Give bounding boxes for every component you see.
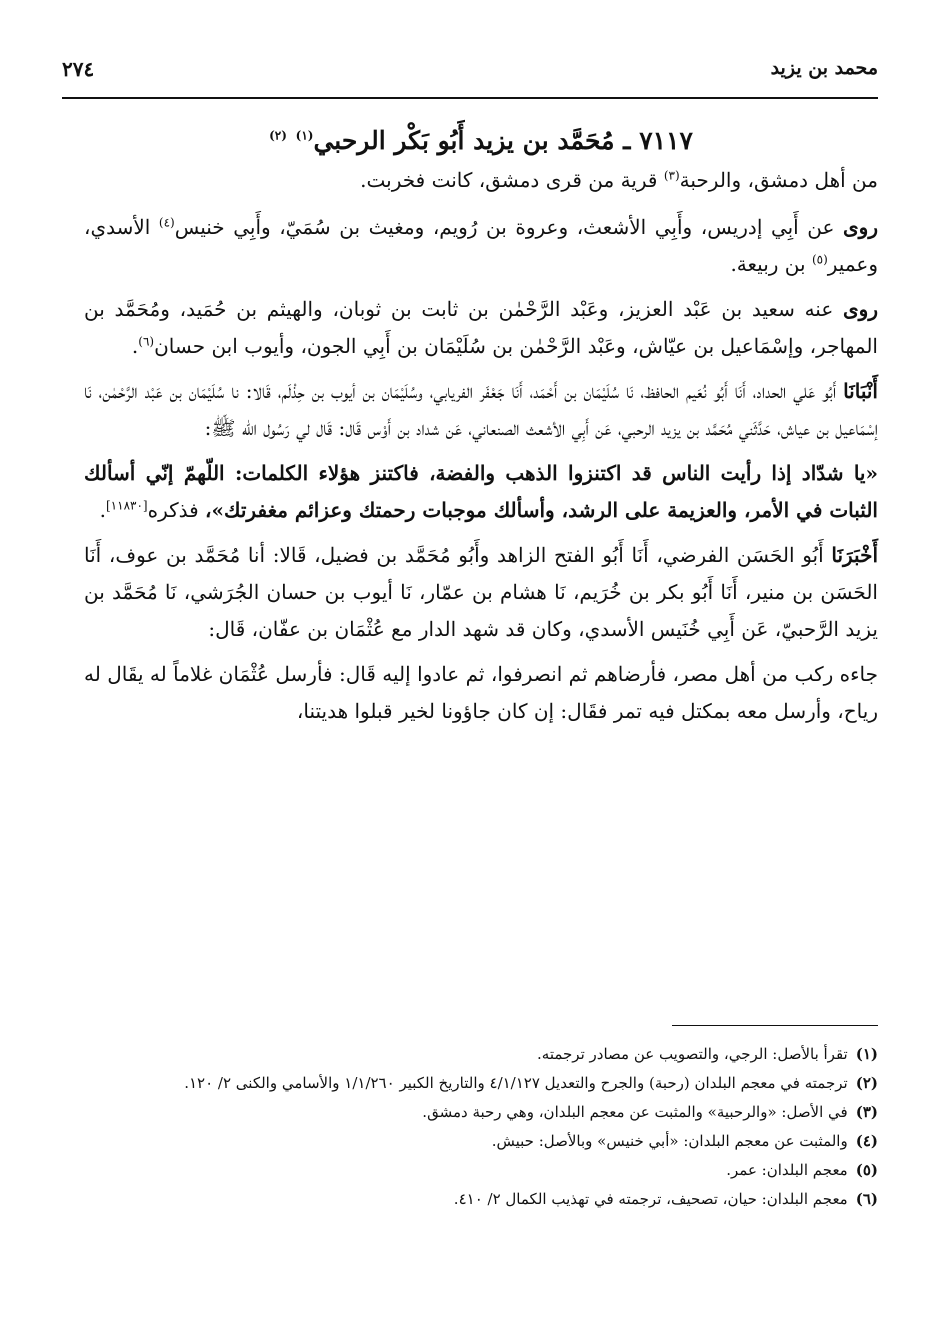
footnote-ref: (٦): [138, 334, 155, 349]
paragraph: أَخْبَرَنَا أَبُو الحَسَن الفرضي، أَنَا أَبُو الفتح الزاهد وأَبُو مُحَمَّد بن فضيل، قَالا: أنا مُحَمَّد بن عوف، أَنَا الحَسَن بن منير، أَنَا أَبُو بكر بن خُرَيم، نَا هشام بن عمّار، نَا أيوب بن حسان الجُرَشي، نَا مُحَمَّد بن يزيد الرَّحبيّ، عَن أَبِي خُنَيس الأسدي، وكان قد شهد الدار مع عُثْمَان بن عفّان، قَال:: [84, 543, 878, 641]
page-number: ٢٧٤: [62, 57, 95, 81]
footnote: [84, 1098, 878, 1127]
footnote-number: (٤): [855, 1132, 878, 1150]
footnote-number: (٦): [855, 1190, 878, 1208]
entry-title: ٧١١٧ ـ مُحَمَّد بن يزيد أَبُو بَكْر الرحبي$^{(١)}$ $^{(٢)}$: [269, 126, 693, 155]
footnote: [84, 1127, 878, 1156]
paragraph-keyword: روى: [843, 215, 878, 239]
entry-name: مُحَمَّد بن يزيد أَبُو بَكْر الرحبي: [313, 126, 615, 155]
footnote-ref: (٥): [811, 252, 828, 267]
paragraph-keyword: أَخْبَرَنَا: [831, 543, 878, 567]
hadith-paragraph: «يا شدّاد إذا رأيت الناس قد اكتنزوا الذهب والفضة، فاكتنز هؤلاء الكلمات: اللّهمّ إنّي أسألك الثبات في الأمر، والعزيمة على الرشد، وأسألك موجبات رحمتك وعزائم مغفرتك»، فذكره[١١٨٣٠].: [84, 461, 878, 522]
header-divider: [62, 97, 878, 99]
main-text: [84, 120, 878, 738]
footnote: [84, 1156, 878, 1185]
footnote-text: معجم البلدان: حيان، تصحيف، ترجمته في تهذيب الكمال ٢/ ٤١٠.: [453, 1190, 848, 1208]
running-header-title: محمد بن يزيد: [770, 57, 878, 79]
paragraph: روى عنه سعيد بن عَبْد العزيز، وعَبْد الرَّحْمٰن بن ثابت بن ثوبان، والهيثم بن حُمَيد، ومُحَمَّد بن المهاجر، وإسْمَاعيل بن عيّاش، وعَبْد الرَّحْمٰن بن سُلَيْمَان بن أَبِي الجون، وأيوب ابن حسان$^{(٦)}$.: [84, 297, 878, 358]
footnote-text: معجم البلدان: عمر.: [726, 1161, 848, 1179]
footnote-text: في الأصل: «والرحبية» والمثبت عن معجم البلدان، وهي رحبة دمشق.: [422, 1103, 848, 1121]
footnote-text: والمثبت عن معجم البلدان: «أبي خنيس» وبالأصل: حبيش.: [491, 1132, 848, 1150]
paragraph: أَنْبَانَا أَبُو عَلي الحداد، أَنَا أَبُو نُعَيم الحافظ، نَا سُلَيْمَان بن أَحْمَد، أَنَا جَعْفَر الفريابي، وسُلَيْمَان بن أيوب بن حِذْلَم، قَالا: نا سُلَيْمَان بن عَبْد الرَّحْمٰن، نَا إسْمَاعيل بن عياش، حَدَّثَني مُحَمَّد بن يزيد الرحبي، عَن أَبِي الأشعث الصنعاني، عَن شداد بن أَوْس قَال: قَال لي رَسُول الله ﷺ:: [84, 379, 878, 440]
footnote-ref: (٢): [269, 128, 287, 143]
paragraph: روى عن أَبِي إدريس، وأَبِي الأشعث، وعروة بن رُويم، ومغيث بن سُمَيّ، وأَبِي خنيس$^{(٤)}$ الأسدي، وعمير$^{(٥)}$ بن ربيعة.: [84, 215, 878, 276]
footnote: [84, 1185, 878, 1214]
paragraph: جاءه ركب من أهل مصر، فأرضاهم ثم انصرفوا، ثم عادوا إليه قَال: فأرسل عُثْمَان غلاماً له يقَال له رياح، وأرسل معه بمكتل فيه تمر فقَال: إن كان جاؤونا لخير قبلوا هديتنا،: [84, 662, 878, 723]
page-header: [62, 55, 878, 89]
footnote-ref: (٣): [663, 168, 680, 183]
footnote-text: ترجمته في معجم البلدان (رحبة) والجرح والتعديل ٤/١/١٢٧ والتاريخ الكبير ١/١/٢٦٠ والأسامي والكنى ٢/ ١٢٠.: [184, 1074, 848, 1092]
footnote-number: (٣): [855, 1103, 878, 1121]
footnote: [84, 1040, 878, 1069]
paragraph: من أهل دمشق، والرحبة$^{(٣)}$ قرية من قرى دمشق، كانت فخربت.: [360, 168, 878, 192]
footnote-number: (٥): [855, 1161, 878, 1179]
paragraph-keyword: أَنْبَانَا: [843, 379, 878, 403]
footnote-number: (١): [855, 1045, 878, 1063]
footnote-text: تقرأ بالأصل: الرجي، والتصويب عن مصادر ترجمته.: [537, 1045, 848, 1063]
footnote-divider: [672, 1025, 878, 1026]
footnote: [84, 1069, 878, 1098]
footnotes: [84, 1040, 878, 1214]
footnote-number: (٢): [855, 1074, 878, 1092]
paragraph-keyword: روى: [843, 297, 878, 321]
entry-number: ٧١١٧: [639, 126, 693, 155]
hadith-number: [١١٨٣٠]: [105, 498, 148, 513]
hadith-text: «يا شدّاد إذا رأيت الناس قد اكتنزوا الذهب والفضة، فاكتنز هؤلاء الكلمات: اللّهمّ إنّي أسألك الثبات في الأمر، والعزيمة على الرشد، وأسألك موجبات رحمتك وعزائم مغفرتك»،: [84, 461, 878, 522]
footnote-ref: (١): [295, 128, 314, 143]
footnote-ref: (٤): [158, 215, 175, 230]
